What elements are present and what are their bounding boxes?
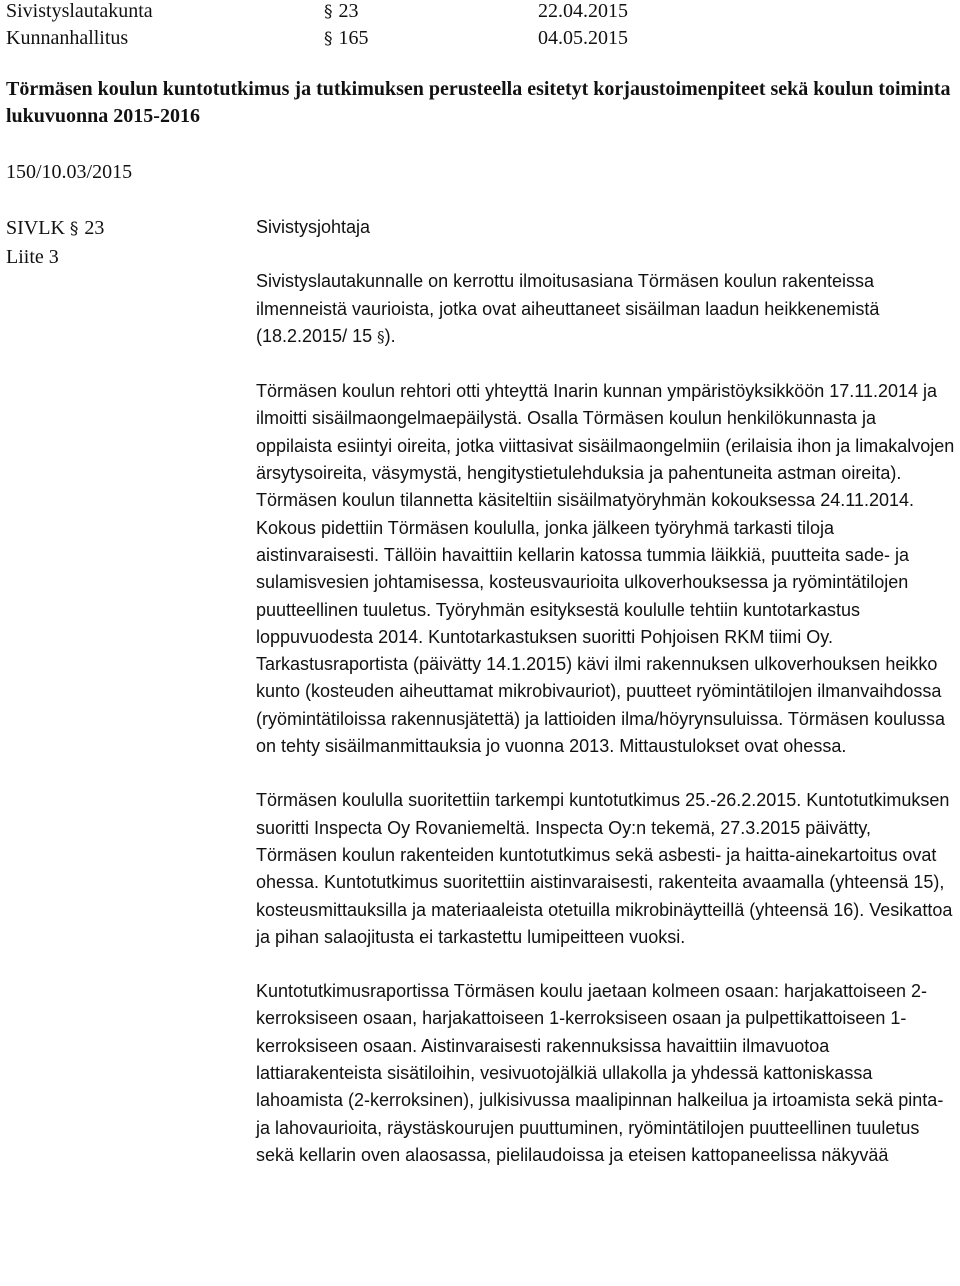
- header-section-number: [324, 24, 369, 53]
- reference-number: 150/10.03/2015: [6, 161, 133, 183]
- left-reference-line-1: [6, 214, 104, 243]
- document-title: Törmäsen koulun kuntotutkimus ja tutkimuksen perusteella esitetyt korjaustoimenpiteet sekä koulun toiminta lukuvuonna 2015-2016: [6, 78, 951, 127]
- paragraph-1: [256, 268, 956, 351]
- paragraph-2: Törmäsen koulun rehtori otti yhteyttä Inarin kunnan ympäristöyksikköön 17.11.2014 ja ilmoitti sisäilmaongelmaepäilystä. Osalla Törmäsen koulun henkilökunnasta ja oppilaista esiintyi oireita, jotka viittasivat sisäilmaongelmiin (erilaisia ihon ja limakalvojen ärsytysoireita, väsymystä, hengitystietulehduksia ja pahentuneita astman oireita). Törmäsen koulun tilannetta käsiteltiin sisäilmatyöryhmän kokouksessa 24.11.2014. Kokous pidettiin Törmäsen koululla, jonka jälkeen työryhmä tarkasti tiloja aistinvaraisesti. Tällöin havaittiin kellarin katossa tummia läikkiä, puutteita sade- ja sulamisvesien johtamisessa, kosteusvaurioita ulkoverhouksessa ja ryömintätilojen puutteellinen tuuletus. Työryhmän esityksestä koululle tehtiin kuntotarkastus loppuvuodesta 2014. Kuntotarkastuksen suoritti Pohjoisen RKM tiimi Oy. Tarkastusraportista (päivätty 14.1.2015) kävi ilmi rakennuksen ulkoverhouksen heikko kunto (kosteuden aiheuttamat mikrobivauriot), puutteet ryömintätilojen ilmanvaihdossa (ryömintätiloissa rakennusjätettä) ja lattioiden ilma/höyrynsuluissa. Törmäsen koulussa on tehty sisäilmanmittauksia jo vuonna 2013. Mittaustulokset ovat ohessa.: [256, 381, 955, 757]
- left-reference: [6, 214, 104, 271]
- paragraph-1-text: Sivistyslautakunnalle on kerrottu ilmoitusasiana Törmäsen koulun rakenteissa ilmenneistä vaurioista, jotka ovat aiheuttaneet sisäilman laadun heikkenemistä (18.2.2015/ 15: [256, 271, 880, 346]
- section-sign: §: [324, 2, 333, 22]
- left-reference-number: 23: [84, 217, 105, 239]
- paragraph-4: Kuntotutkimusraportissa Törmäsen koulu jaetaan kolmeen osaan: harjakattoiseen 2-kerroksiseen osaan, harjakattoiseen 1-kerroksiseen osaan ja pulpettikattoiseen 1-kerroksiseen osaan. Aistinvaraisesti rakennuksissa havaittiin ilmavuotoa lattiarakenteista sisätiloihin, vesivuotojälkiä ullakolla ja yhdessä kattoniskassa lahoamista (2-kerroksinen), julkisivussa maalipinnan halkeilua ja irtoamista sekä pinta- ja lahovaurioita, räystäskourujen puuttuminen, ryömintätilojen puutteellinen tuuletus sekä kellarin oven alaosassa, pielilaudoissa ja eteisen kattopaneelissa näkyvää: [256, 981, 944, 1165]
- section-number: 23: [338, 0, 359, 22]
- paragraph-3: Törmäsen koululla suoritettiin tarkempi kuntotutkimus 25.-26.2.2015. Kuntotutkimuksen suoritti Inspecta Oy Rovaniemeltä. Inspecta Oy:n tekemä, 27.3.2015 päivätty, Törmäsen koulun rakenteiden kuntotutkimus sekä asbesti- ja haitta-ainekartoitus ovat ohessa. Kuntotutkimus suoritettiin aistinvaraisesti, rakenteita avaamalla (yhteensä 15), kosteusmittauksilla ja materiaaleista otetuilla mikrobinäytteillä (yhteensä 16). Vesikattoa ja pihan salaojitusta ei tarkastettu lumipeitteen vuoksi.: [256, 790, 953, 947]
- header-section-number: [324, 0, 359, 26]
- header-date: 22.04.2015: [538, 0, 628, 22]
- header-date: 04.05.2015: [538, 27, 628, 49]
- paragraph-1-end: ).: [384, 325, 396, 346]
- section-number: 165: [338, 27, 369, 49]
- section-sign: §: [377, 327, 385, 346]
- left-reference-prefix: SIVLK: [6, 217, 65, 239]
- document-body: [256, 214, 956, 1169]
- section-sign: §: [324, 29, 333, 49]
- author-label: Sivistysjohtaja: [256, 217, 371, 237]
- header-body-name: Sivistyslautakunta: [6, 0, 153, 22]
- section-sign: §: [69, 219, 79, 239]
- left-reference-line-2: Liite 3: [6, 246, 59, 268]
- header-body-name: Kunnanhallitus: [6, 27, 129, 49]
